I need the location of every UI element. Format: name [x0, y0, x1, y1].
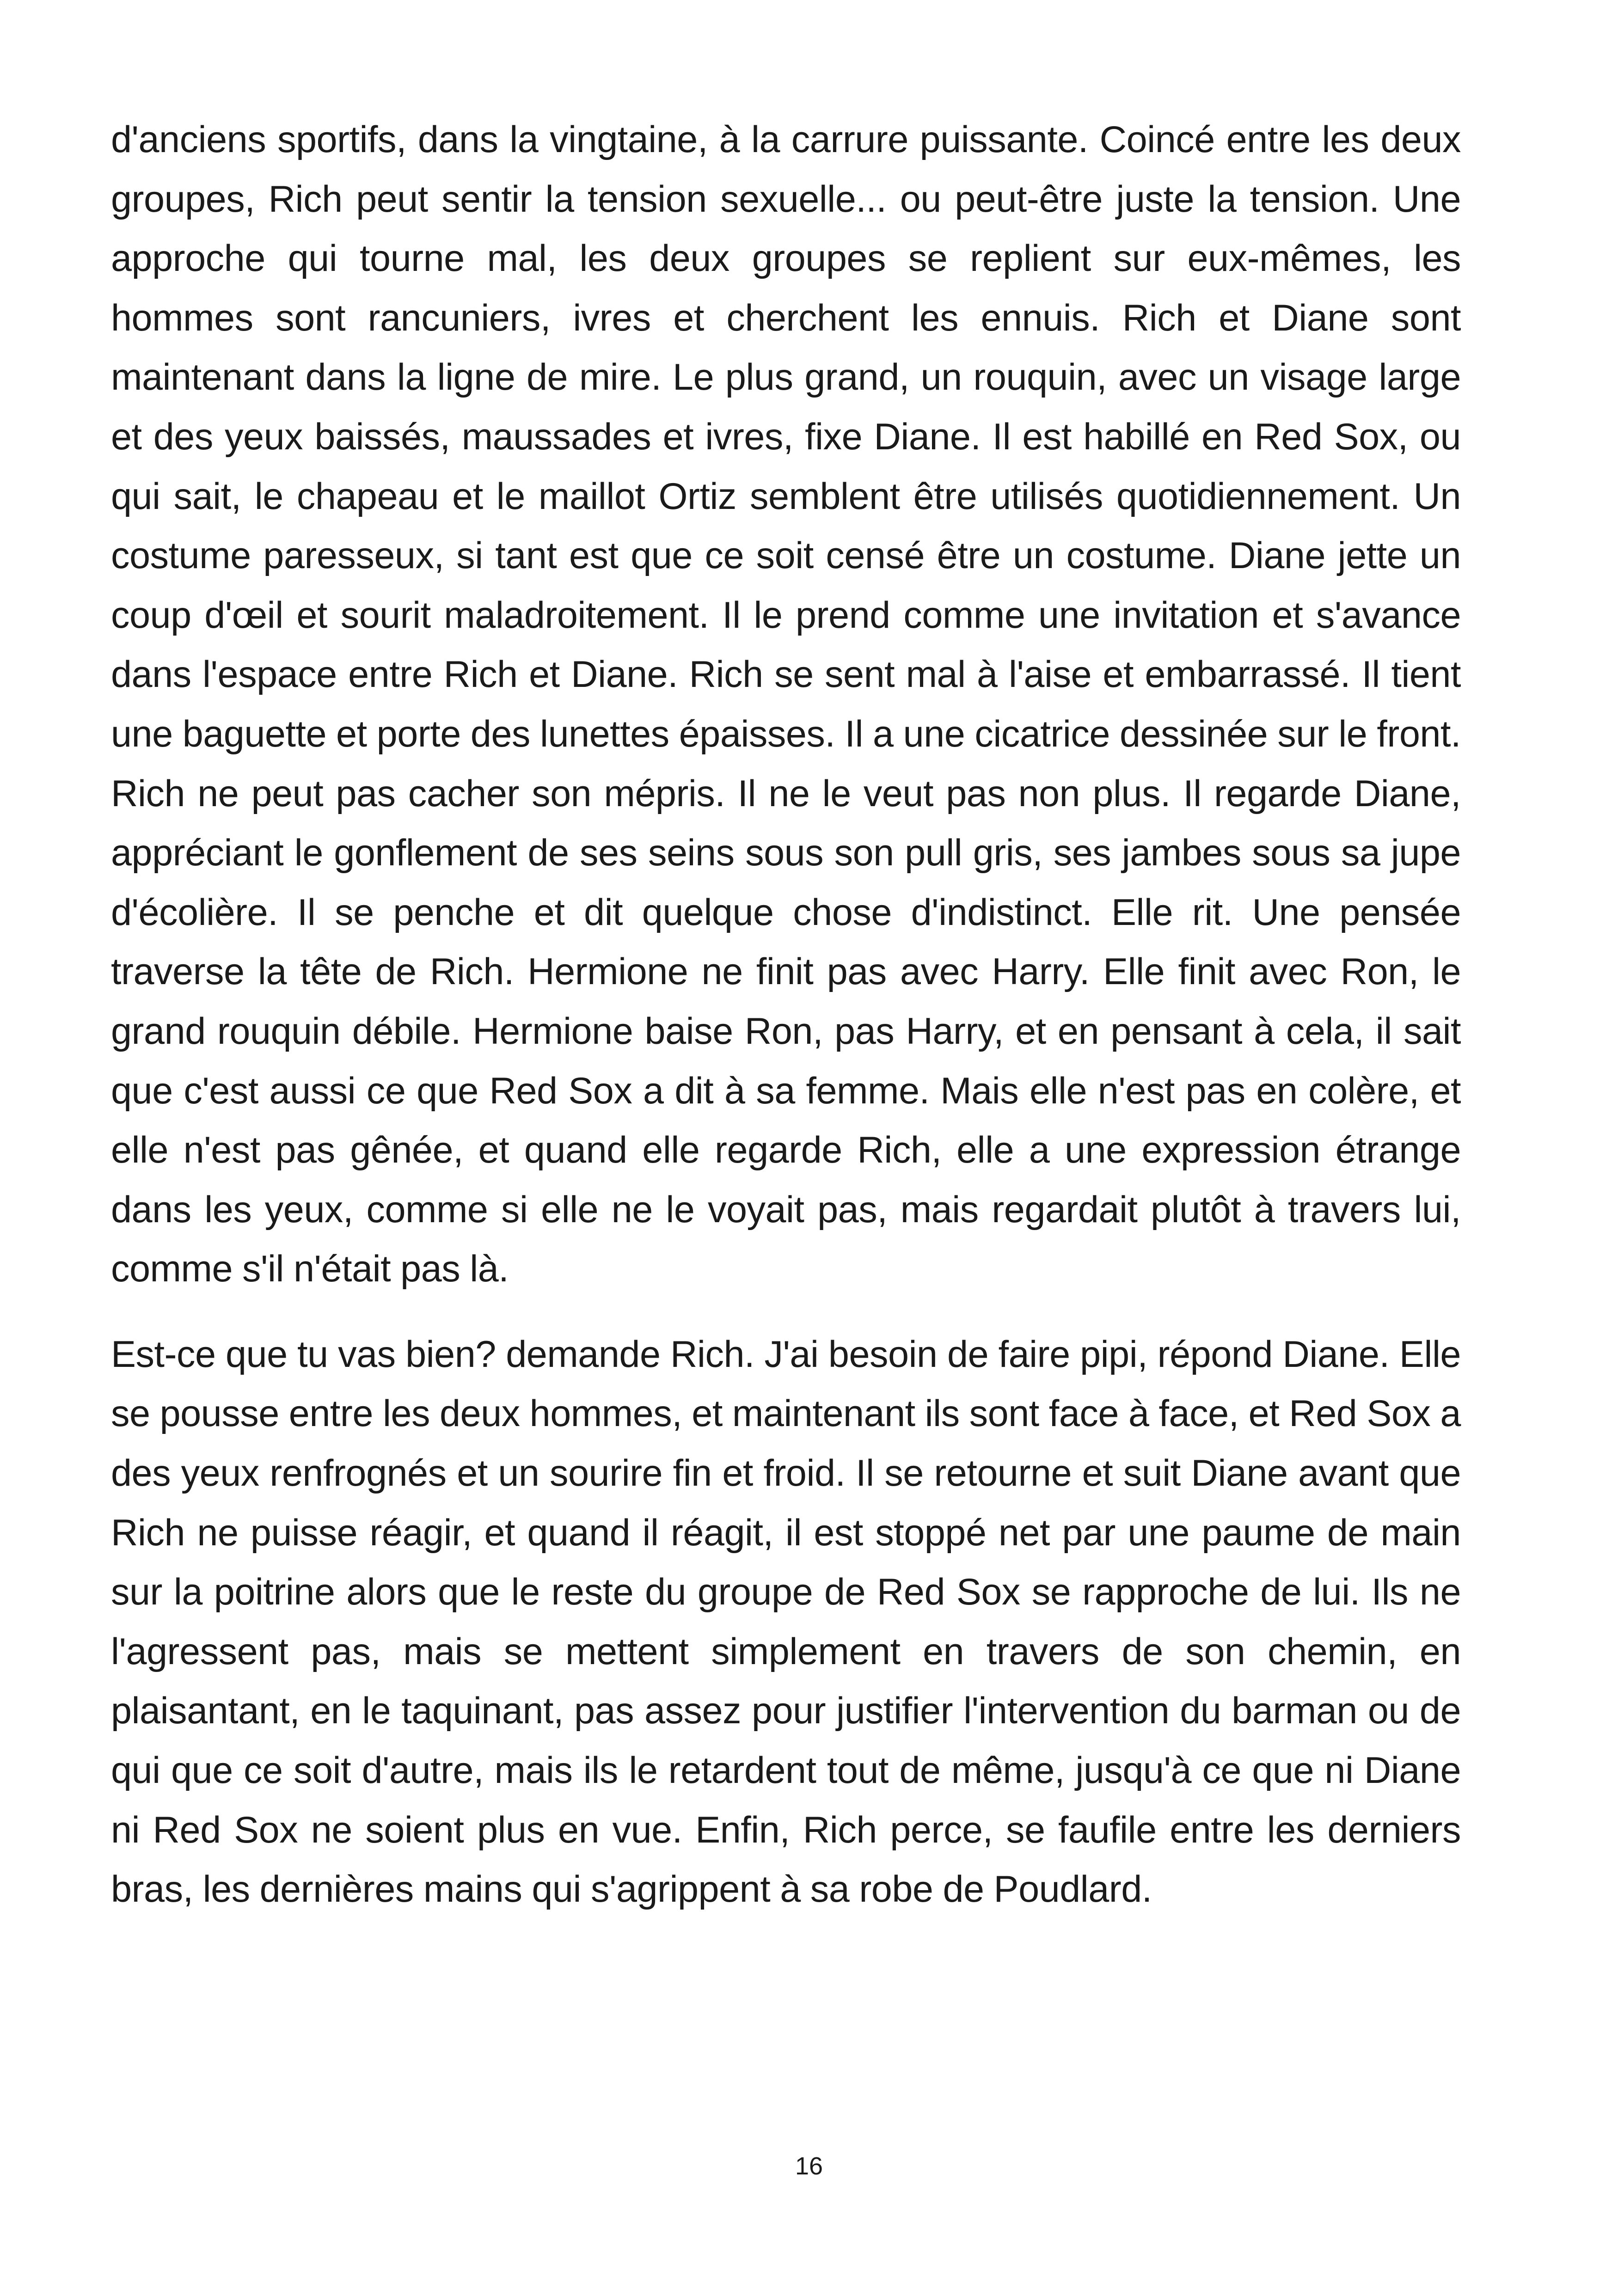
paragraph-2: Est-ce que tu vas bien? demande Rich. J'ai besoin de faire pipi, répond Diane. Elle se pousse entre les deux hommes, et maintenant ils sont face à face, et Red Sox a des yeux renfrognés et un sourire fin et froid. Il se retourne et suit Diane avant que Rich ne puisse réagir, et quand il réagit, il est stoppé net par une paume de main sur la poitrine alors que le reste du groupe de Red Sox se rapproche de lui. Ils ne l'agressent pas, mais se mettent simplement en travers de son chemin, en plaisantant, en le taquinant, pas assez pour justifier l'intervention du barman ou de qui que ce soit d'autre, mais ils le retardent tout de même, jusqu'à ce que ni Diane ni Red Sox ne soient plus en vue. Enfin, Rich perce, se faufile entre les derniers bras, les dernières mains qui s'agrippent à sa robe de Poudlard.: [111, 1333, 1461, 1910]
page-number: 16: [795, 2152, 823, 2180]
paragraph-1: d'anciens sportifs, dans la vingtaine, à la carrure puissante. Coincé entre les deux groupes, Rich peut sentir la tension sexuelle... ou peut-être juste la tension. Une approche qui tourne mal, les deux groupes se replient sur eux-mêmes, les hommes sont rancuniers, ivres et cherchent les ennuis. Rich et Diane sont maintenant dans la ligne de mire. Le plus grand, un rouquin, avec un visage large et des yeux baissés, maussades et ivres, fixe Diane. Il est habillé en Red Sox, ou qui sait, le chapeau et le maillot Ortiz semblent être utilisés quotidiennement. Un costume paresseux, si tant est que ce soit censé être un costume. Diane jette un coup d'œil et sourit maladroitement. Il le prend comme une invitation et s'avance dans l'espace entre Rich et Diane. Rich se sent mal à l'aise et embarrassé. Il tient une baguette et porte des lunettes épaisses. Il a une cicatrice dessinée sur le front. Rich ne peut pas cacher son mépris. Il ne le veut pas non plus. Il regarde Diane, appréciant le gonflement de ses seins sous son pull gris, ses jambes sous sa jupe d'écolière. Il se penche et dit quelque chose d'indistinct. Elle rit. Une pensée traverse la tête de Rich. Hermione ne finit pas avec Harry. Elle finit avec Ron, le grand rouquin débile. Hermione baise Ron, pas Harry, et en pensant à cela, il sait que c'est aussi ce que Red Sox a dit à sa femme. Mais elle n'est pas en colère, et elle n'est pas gênée, et quand elle regarde Rich, elle a une expression étrange dans les yeux, comme si elle ne le voyait pas, mais regardait plutôt à travers lui, comme s'il n'était pas là.: [111, 119, 1461, 1290]
body-text: [111, 110, 1461, 1919]
